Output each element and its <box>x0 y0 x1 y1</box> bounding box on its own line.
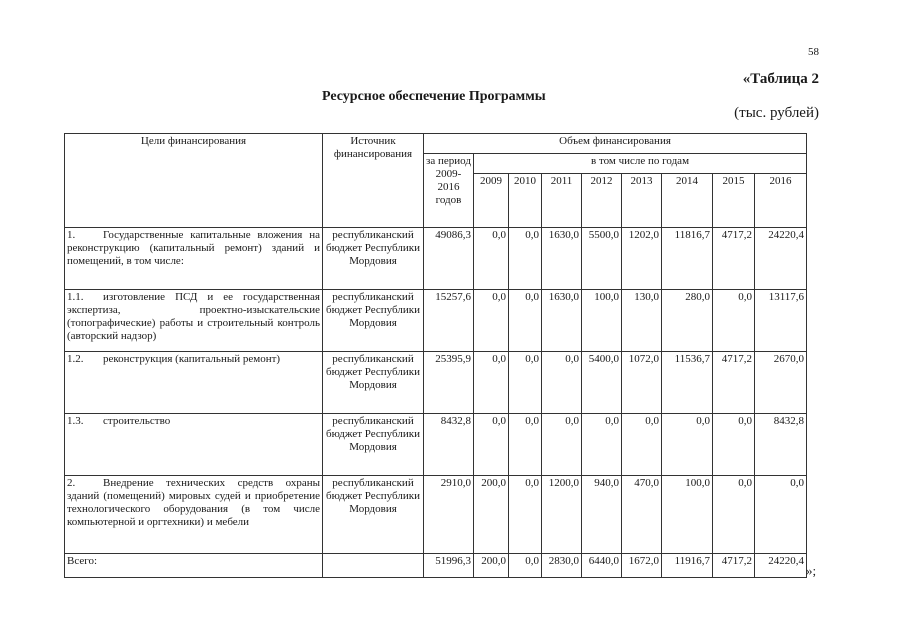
period-total: 8432,8 <box>424 414 474 476</box>
year-value: 280,0 <box>662 290 713 352</box>
year-header: 2014 <box>662 174 713 228</box>
year-value: 24220,4 <box>755 228 807 290</box>
year-value: 0,0 <box>474 290 509 352</box>
year-value: 940,0 <box>582 476 622 554</box>
financing-table <box>64 133 807 578</box>
year-value: 0,0 <box>542 352 582 414</box>
source-cell: республиканский бюджет Республики Мордовия <box>323 290 424 352</box>
year-value: 130,0 <box>622 290 662 352</box>
year-value: 13117,6 <box>755 290 807 352</box>
source-cell: республиканский бюджет Республики Мордовия <box>323 352 424 414</box>
year-value: 0,0 <box>542 414 582 476</box>
year-header: 2012 <box>582 174 622 228</box>
total-label: Всего: <box>65 554 323 578</box>
total-year-value: 1672,0 <box>622 554 662 578</box>
total-year-value: 2830,0 <box>542 554 582 578</box>
table-row <box>65 228 807 290</box>
goal-cell <box>65 414 323 476</box>
source-cell: республиканский бюджет Республики Мордовия <box>323 228 424 290</box>
year-value: 1202,0 <box>622 228 662 290</box>
year-value: 0,0 <box>509 476 542 554</box>
table-row <box>65 414 807 476</box>
total-year-value: 24220,4 <box>755 554 807 578</box>
table-row <box>65 352 807 414</box>
period-total: 15257,6 <box>424 290 474 352</box>
total-row <box>65 554 807 578</box>
year-value: 200,0 <box>474 476 509 554</box>
year-header: 2010 <box>509 174 542 228</box>
document-title: Ресурсное обеспечение Программы <box>322 89 546 104</box>
source-cell: республиканский бюджет Республики Мордовия <box>323 414 424 476</box>
year-value: 0,0 <box>713 290 755 352</box>
year-value: 0,0 <box>474 228 509 290</box>
year-value: 100,0 <box>662 476 713 554</box>
year-value: 0,0 <box>509 352 542 414</box>
goal-text: реконструкция (капитальный ремонт) <box>103 353 281 365</box>
table-row <box>65 476 807 554</box>
goal-cell <box>65 228 323 290</box>
row-number: 1. <box>67 229 76 241</box>
goal-text: Государственные капитальные вложения на реконструкцию (капитальный ремонт) зданий и помещений, в том числе: <box>67 229 320 267</box>
table-row <box>65 290 807 352</box>
header-by-year: в том числе по годам <box>474 154 807 174</box>
year-value: 1630,0 <box>542 228 582 290</box>
total-year-value: 6440,0 <box>582 554 622 578</box>
period-total: 2910,0 <box>424 476 474 554</box>
header-volume: Объем финансирования <box>424 134 807 154</box>
year-value: 8432,8 <box>755 414 807 476</box>
year-value: 0,0 <box>509 290 542 352</box>
goal-text: Внедрение технических средств охраны зданий (помещений) мировых судей и приобретение технологического оборудования (в том числе компьютерной и оргтехники) и мебели <box>67 477 320 528</box>
year-value: 11536,7 <box>662 352 713 414</box>
goal-text: строительство <box>103 415 171 427</box>
grand-total: 51996,3 <box>424 554 474 578</box>
row-number: 1.3. <box>67 415 84 427</box>
year-header: 2009 <box>474 174 509 228</box>
total-source-cell <box>323 554 424 578</box>
year-value: 0,0 <box>755 476 807 554</box>
year-value: 0,0 <box>509 414 542 476</box>
year-value: 5400,0 <box>582 352 622 414</box>
year-value: 2670,0 <box>755 352 807 414</box>
year-header: 2011 <box>542 174 582 228</box>
total-year-value: 11916,7 <box>662 554 713 578</box>
year-value: 0,0 <box>662 414 713 476</box>
source-cell: республиканский бюджет Республики Мордовия <box>323 476 424 554</box>
year-value: 100,0 <box>582 290 622 352</box>
goal-cell <box>65 290 323 352</box>
year-value: 0,0 <box>474 414 509 476</box>
year-value: 470,0 <box>622 476 662 554</box>
units-label: (тыс. рублей) <box>734 105 819 121</box>
year-header: 2015 <box>713 174 755 228</box>
row-number: 1.2. <box>67 353 84 365</box>
goal-cell <box>65 352 323 414</box>
year-header: 2013 <box>622 174 662 228</box>
header-source: Источник финансирования <box>323 134 424 228</box>
goal-cell <box>65 476 323 554</box>
year-value: 0,0 <box>713 414 755 476</box>
year-value: 1630,0 <box>542 290 582 352</box>
period-total: 25395,9 <box>424 352 474 414</box>
closing-quote-mark: »; <box>806 563 817 578</box>
table-number: «Таблица 2 <box>742 71 819 87</box>
period-total: 49086,3 <box>424 228 474 290</box>
header-goals: Цели финансирования <box>65 134 323 228</box>
year-header: 2016 <box>755 174 807 228</box>
year-value: 4717,2 <box>713 228 755 290</box>
year-value: 4717,2 <box>713 352 755 414</box>
year-value: 0,0 <box>622 414 662 476</box>
year-value: 0,0 <box>713 476 755 554</box>
page-number: 58 <box>808 46 819 58</box>
total-year-value: 200,0 <box>474 554 509 578</box>
year-value: 0,0 <box>474 352 509 414</box>
year-value: 5500,0 <box>582 228 622 290</box>
goal-text: изготовление ПСД и ее государственная экспертиза, проектно-изыскательские (топографические) работы и строительный контроль (авторский надзор) <box>67 291 320 342</box>
total-year-value: 0,0 <box>509 554 542 578</box>
year-value: 1072,0 <box>622 352 662 414</box>
year-value: 0,0 <box>509 228 542 290</box>
header-period: за период 2009-2016 годов <box>424 154 474 228</box>
row-number: 1.1. <box>67 291 84 303</box>
header-row-1 <box>65 134 807 154</box>
year-value: 1200,0 <box>542 476 582 554</box>
year-value: 0,0 <box>582 414 622 476</box>
year-value: 11816,7 <box>662 228 713 290</box>
row-number: 2. <box>67 477 76 489</box>
total-year-value: 4717,2 <box>713 554 755 578</box>
